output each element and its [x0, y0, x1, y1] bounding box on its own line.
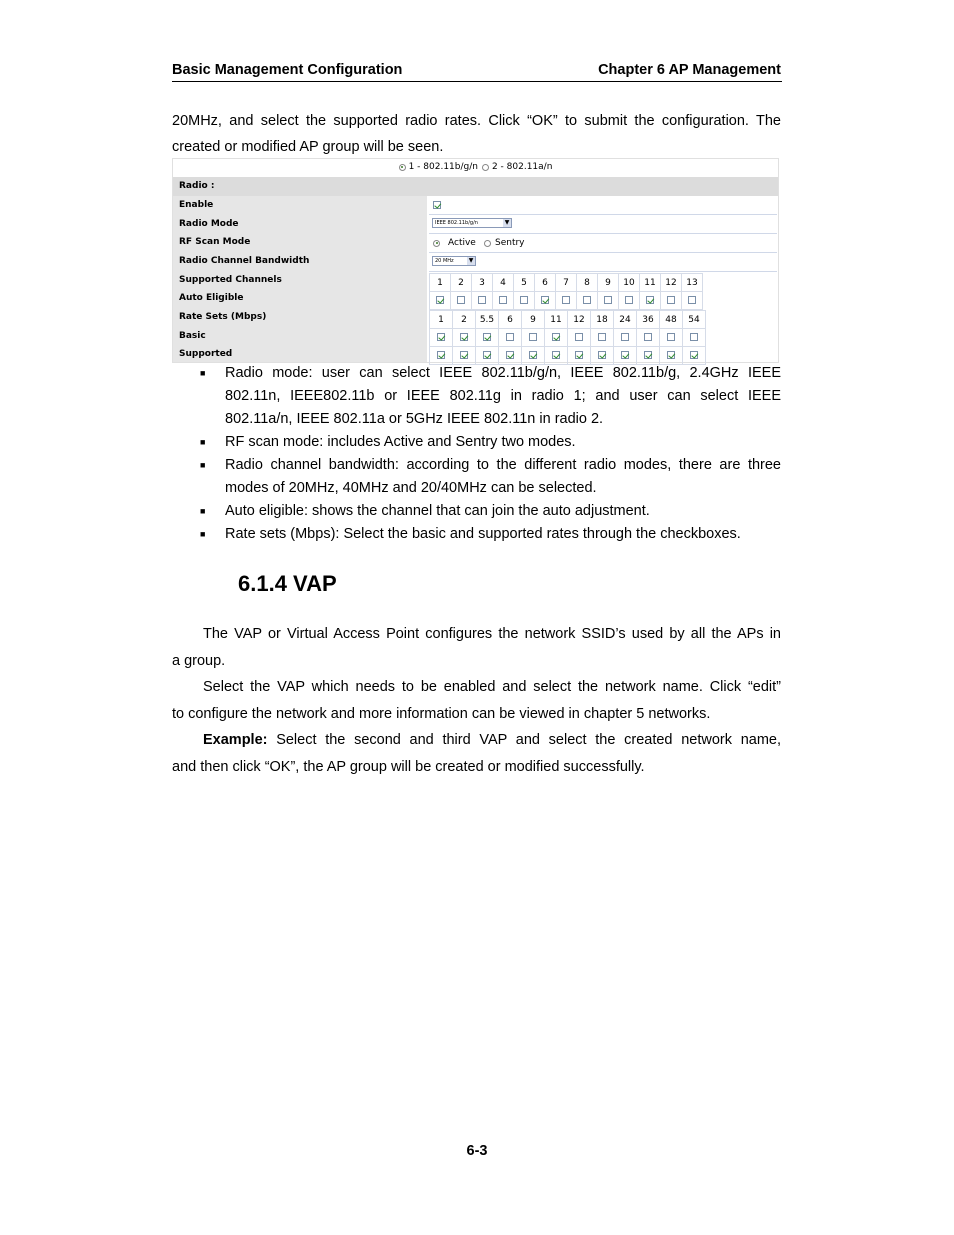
p2-line-1: Select the VAP which needs to be enabled and select the network name. Click “edit” — [203, 679, 781, 695]
rate-value: 6 — [499, 311, 522, 329]
channel-number: 7 — [556, 274, 577, 292]
basic-rate-checkbox[interactable] — [483, 333, 491, 341]
bullet-item: ■ Radio mode: user can select IEEE 802.11b/g/n, IEEE 802.11b/g, 2.4GHz IEEE 802.11n, IEEE802.11b or IEEE 802.11g in radio 1; and user can select IEEE 802.11a/n, IEEE 802.11a or 5GHz IEEE 802.11n in radio 2. — [200, 362, 781, 431]
rates-grid — [429, 310, 706, 365]
auto-eligible-cell — [472, 292, 493, 310]
auto-eligible-checkbox[interactable] — [667, 296, 675, 304]
rf-scan-active-option[interactable]: Active — [433, 238, 476, 248]
intro-paragraph — [172, 109, 781, 160]
p1-line-2: a group. — [172, 652, 226, 669]
auto-eligible-checkbox[interactable] — [646, 296, 654, 304]
square-bullet-icon: ■ — [200, 506, 206, 516]
radio-option-2[interactable]: 2 - 802.11a/n — [482, 162, 552, 172]
p3-line-2: and then click “OK”, the AP group will be created or modified successfully. — [172, 758, 645, 775]
basic-rate-checkbox[interactable] — [552, 333, 560, 341]
chevron-down-icon: ▼ — [468, 257, 474, 264]
channel-number: 3 — [472, 274, 493, 292]
basic-rate-checkbox[interactable] — [644, 333, 652, 341]
basic-rate-checkbox[interactable] — [690, 333, 698, 341]
auto-eligible-checkbox[interactable] — [541, 296, 549, 304]
bullet-item: ■ Radio channel bandwidth: according to the different radio modes, there are three modes of 20MHz, 40MHz and 20/40MHz can be selected. — [200, 454, 781, 500]
basic-rate-checkbox[interactable] — [598, 333, 606, 341]
supported-rate-checkbox[interactable] — [552, 351, 560, 359]
supported-rate-checkbox[interactable] — [621, 351, 629, 359]
channels-row — [430, 274, 703, 292]
auto-eligible-cell — [577, 292, 598, 310]
row-radio-mode — [429, 215, 777, 234]
basic-rate-cell — [660, 329, 683, 347]
basic-rate-cell — [499, 329, 522, 347]
radio-section-header: Radio : — [173, 177, 778, 196]
rate-value: 36 — [637, 311, 660, 329]
supported-rate-checkbox[interactable] — [460, 351, 468, 359]
rate-value: 9 — [522, 311, 545, 329]
running-header-right: Chapter 6 AP Management — [598, 62, 781, 78]
auto-eligible-cell — [451, 292, 472, 310]
basic-rate-checkbox[interactable] — [437, 333, 445, 341]
rf-scan-sentry-option[interactable]: Sentry — [484, 238, 525, 248]
channel-number: 10 — [619, 274, 640, 292]
rate-value: 2 — [453, 311, 476, 329]
auto-eligible-checkbox[interactable] — [625, 296, 633, 304]
basic-rate-checkbox[interactable] — [529, 333, 537, 341]
square-bullet-icon: ■ — [200, 368, 206, 378]
label-auto-eligible: Auto Eligible — [179, 293, 244, 303]
row-rf-scan — [429, 234, 777, 253]
auto-eligible-cell — [682, 292, 703, 310]
channel-number: 8 — [577, 274, 598, 292]
radio-button-icon — [484, 240, 491, 247]
channel-number: 2 — [451, 274, 472, 292]
auto-eligible-cell — [661, 292, 682, 310]
auto-eligible-cell — [556, 292, 577, 310]
basic-rate-cell — [614, 329, 637, 347]
chevron-down-icon: ▼ — [504, 219, 510, 226]
basic-rate-cell — [430, 329, 453, 347]
supported-rate-checkbox[interactable] — [506, 351, 514, 359]
auto-eligible-cell — [493, 292, 514, 310]
channel-number: 11 — [640, 274, 661, 292]
bandwidth-select[interactable]: 20 MHz ▼ — [432, 256, 476, 266]
rate-value: 5.5 — [476, 311, 499, 329]
radio-mode-select[interactable]: IEEE 802.11b/g/n ▼ — [432, 218, 512, 228]
auto-eligible-cell — [535, 292, 556, 310]
section-heading: 6.1.4 VAP — [238, 571, 337, 596]
auto-eligible-checkbox[interactable] — [604, 296, 612, 304]
basic-rate-cell — [522, 329, 545, 347]
example-label: Example: — [203, 732, 268, 748]
intro-line-2: created or modified AP group will be seen. — [172, 138, 444, 155]
auto-eligible-cell — [514, 292, 535, 310]
basic-row — [430, 329, 706, 347]
basic-rate-checkbox[interactable] — [575, 333, 583, 341]
radio-button-icon — [433, 240, 440, 247]
body-text — [172, 621, 781, 780]
rate-value: 54 — [683, 311, 706, 329]
intro-line-1: 20MHz, and select the supported radio rates. Click “OK” to submit the configuration. The — [172, 113, 781, 129]
running-header-left: Basic Management Configuration — [172, 62, 403, 78]
auto-eligible-checkbox[interactable] — [583, 296, 591, 304]
square-bullet-icon: ■ — [200, 529, 206, 539]
auto-eligible-cell — [640, 292, 661, 310]
channel-number: 6 — [535, 274, 556, 292]
channel-number: 5 — [514, 274, 535, 292]
rate-value: 48 — [660, 311, 683, 329]
basic-rate-cell — [453, 329, 476, 347]
auto-eligible-checkbox[interactable] — [562, 296, 570, 304]
p2-line-2: to configure the network and more information can be viewed in chapter 5 networks. — [172, 705, 711, 722]
basic-rate-checkbox[interactable] — [460, 333, 468, 341]
label-supported: Supported — [179, 349, 233, 359]
auto-eligible-checkbox[interactable] — [457, 296, 465, 304]
auto-eligible-row — [430, 292, 703, 310]
basic-rate-cell — [545, 329, 568, 347]
supported-rate-checkbox[interactable] — [437, 351, 445, 359]
supported-rate-checkbox[interactable] — [598, 351, 606, 359]
rate-value: 11 — [545, 311, 568, 329]
header-rule — [172, 81, 782, 82]
rates-row — [430, 311, 706, 329]
label-bandwidth: Radio Channel Bandwidth — [179, 256, 310, 266]
supported-rate-checkbox[interactable] — [644, 351, 652, 359]
basic-rate-checkbox[interactable] — [506, 333, 514, 341]
auto-eligible-checkbox[interactable] — [478, 296, 486, 304]
label-supported-channels: Supported Channels — [179, 275, 282, 285]
radio-button-icon — [482, 164, 489, 171]
row-enable — [429, 196, 777, 215]
radio-config-screenshot — [172, 158, 779, 363]
rate-value: 24 — [614, 311, 637, 329]
row-bandwidth — [429, 253, 777, 272]
label-rate-sets: Rate Sets (Mbps) — [179, 312, 267, 322]
supported-rate-checkbox[interactable] — [529, 351, 537, 359]
channels-grid — [429, 273, 703, 310]
basic-rate-checkbox[interactable] — [667, 333, 675, 341]
basic-rate-cell — [637, 329, 660, 347]
page-number: 6-3 — [466, 1143, 488, 1159]
bullet-list — [200, 362, 781, 546]
radio-option-1[interactable]: 1 - 802.11b/g/n — [399, 162, 478, 172]
supported-rate-checkbox[interactable] — [690, 351, 698, 359]
auto-eligible-cell — [430, 292, 451, 310]
supported-rate-checkbox[interactable] — [575, 351, 583, 359]
channel-number: 4 — [493, 274, 514, 292]
enable-checkbox[interactable] — [433, 201, 441, 209]
label-enable: Enable — [179, 200, 214, 210]
channel-number: 1 — [430, 274, 451, 292]
p1-line-1: The VAP or Virtual Access Point configures the network SSID’s used by all the APs in — [203, 626, 781, 642]
basic-rate-cell — [683, 329, 706, 347]
radio-selector — [173, 162, 778, 174]
auto-eligible-cell — [598, 292, 619, 310]
channel-number: 13 — [682, 274, 703, 292]
bullet-item: ■ Rate sets (Mbps): Select the basic and supported rates through the checkboxes. — [200, 523, 781, 546]
supported-rate-checkbox[interactable] — [667, 351, 675, 359]
basic-rate-checkbox[interactable] — [621, 333, 629, 341]
channel-number: 12 — [661, 274, 682, 292]
auto-eligible-checkbox[interactable] — [499, 296, 507, 304]
auto-eligible-cell — [619, 292, 640, 310]
square-bullet-icon: ■ — [200, 460, 206, 470]
channel-number: 9 — [598, 274, 619, 292]
bullet-item: ■ Auto eligible: shows the channel that can join the auto adjustment. — [200, 500, 781, 523]
rate-value: 1 — [430, 311, 453, 329]
auto-eligible-checkbox[interactable] — [436, 296, 444, 304]
auto-eligible-checkbox[interactable] — [688, 296, 696, 304]
square-bullet-icon: ■ — [200, 437, 206, 447]
auto-eligible-checkbox[interactable] — [520, 296, 528, 304]
basic-rate-cell — [476, 329, 499, 347]
bullet-item: ■ RF scan mode: includes Active and Sentry two modes. — [200, 431, 781, 454]
p3-line-1: Example: Select the second and third VAP and select the created network name, — [203, 732, 781, 748]
rate-value: 12 — [568, 311, 591, 329]
radio-button-icon — [399, 164, 406, 171]
basic-rate-cell — [568, 329, 591, 347]
label-basic: Basic — [179, 331, 206, 341]
basic-rate-cell — [591, 329, 614, 347]
supported-rate-checkbox[interactable] — [483, 351, 491, 359]
label-radio-mode: Radio Mode — [179, 219, 239, 229]
rate-value: 18 — [591, 311, 614, 329]
label-rf-scan-mode: RF Scan Mode — [179, 237, 251, 247]
